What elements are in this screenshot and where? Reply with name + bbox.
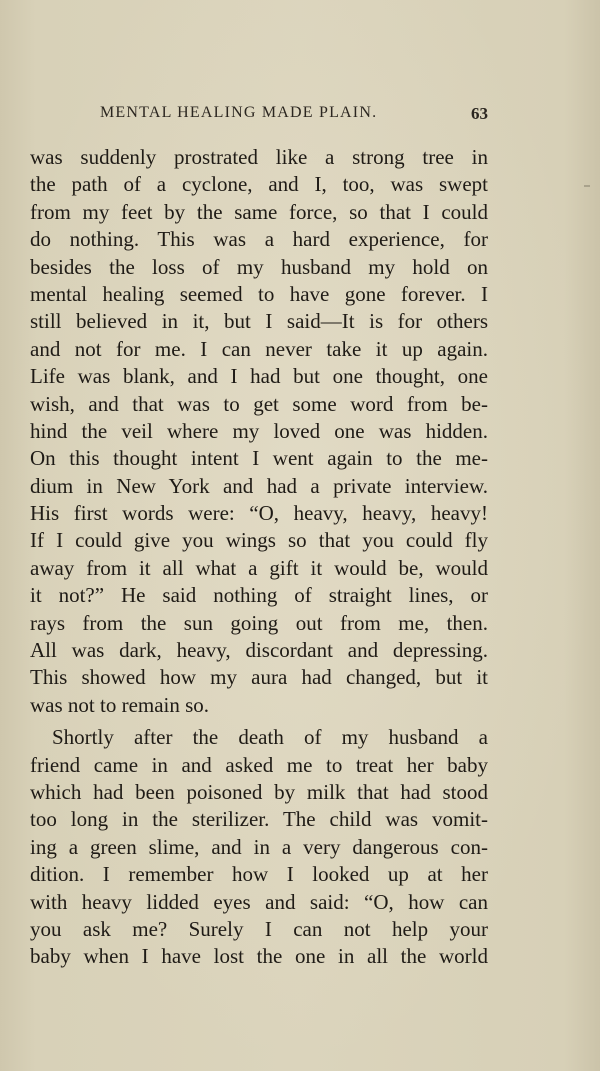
text-line: friend came in and asked me to treat her baby	[30, 752, 488, 777]
text-line: which had been poisoned by milk that had stood	[30, 779, 488, 804]
page-header	[30, 104, 488, 130]
running-title: MENTAL HEALING MADE PLAIN.	[100, 104, 378, 121]
paragraph	[30, 724, 488, 971]
text-line: still believed in it, but I said—It is for others	[30, 309, 488, 334]
paragraph	[30, 144, 488, 719]
text-line: you ask me? Surely I can not help your	[30, 916, 488, 941]
text-line: it not?” He said nothing of straight lines, or	[30, 583, 488, 608]
text-line: was not to remain so.	[30, 692, 210, 717]
text-line: dition. I remember how I looked up at her	[30, 862, 488, 887]
text-line: besides the loss of my husband my hold on	[30, 254, 488, 279]
text-line: the path of a cyclone, and I, too, was swept	[30, 172, 488, 197]
text-line: with heavy lidded eyes and said: “O, how can	[30, 889, 488, 914]
body-text	[30, 144, 488, 971]
text-line: If I could give you wings so that you could fly	[30, 528, 488, 553]
text-line: from my feet by the same force, so that I could	[30, 199, 488, 224]
text-line: Life was blank, and I had but one thought, one	[30, 364, 488, 389]
text-line: On this thought intent I went again to the me-	[30, 446, 488, 471]
page-number: 63	[471, 104, 488, 123]
text-line: dium in New York and had a private interview.	[30, 473, 488, 498]
text-line: rays from the sun going out from me, then.	[30, 610, 488, 635]
text-line: hind the veil where my loved one was hidden.	[30, 418, 488, 443]
text-line: All was dark, heavy, discordant and depressing.	[30, 638, 488, 663]
text-line: was suddenly prostrated like a strong tree in	[30, 145, 488, 169]
text-line: This showed how my aura had changed, but it	[30, 665, 488, 690]
text-line: His first words were: “O, heavy, heavy, heavy!	[30, 501, 488, 526]
text-line: too long in the sterilizer. The child was vomit-	[30, 807, 488, 832]
text-line: and not for me. I can never take it up again.	[30, 336, 488, 361]
text-line: ing a green slime, and in a very dangerous con-	[30, 834, 488, 859]
paper-speck	[584, 185, 590, 187]
text-line: baby when I have lost the one in all the world	[30, 944, 488, 969]
text-line: wish, and that was to get some word from be-	[30, 391, 488, 416]
text-line: do nothing. This was a hard experience, for	[30, 227, 488, 252]
text-line: away from it all what a gift it would be, would	[30, 555, 488, 580]
text-line: mental healing seemed to have gone forever. I	[30, 281, 488, 306]
text-line: Shortly after the death of my husband a	[52, 725, 488, 750]
